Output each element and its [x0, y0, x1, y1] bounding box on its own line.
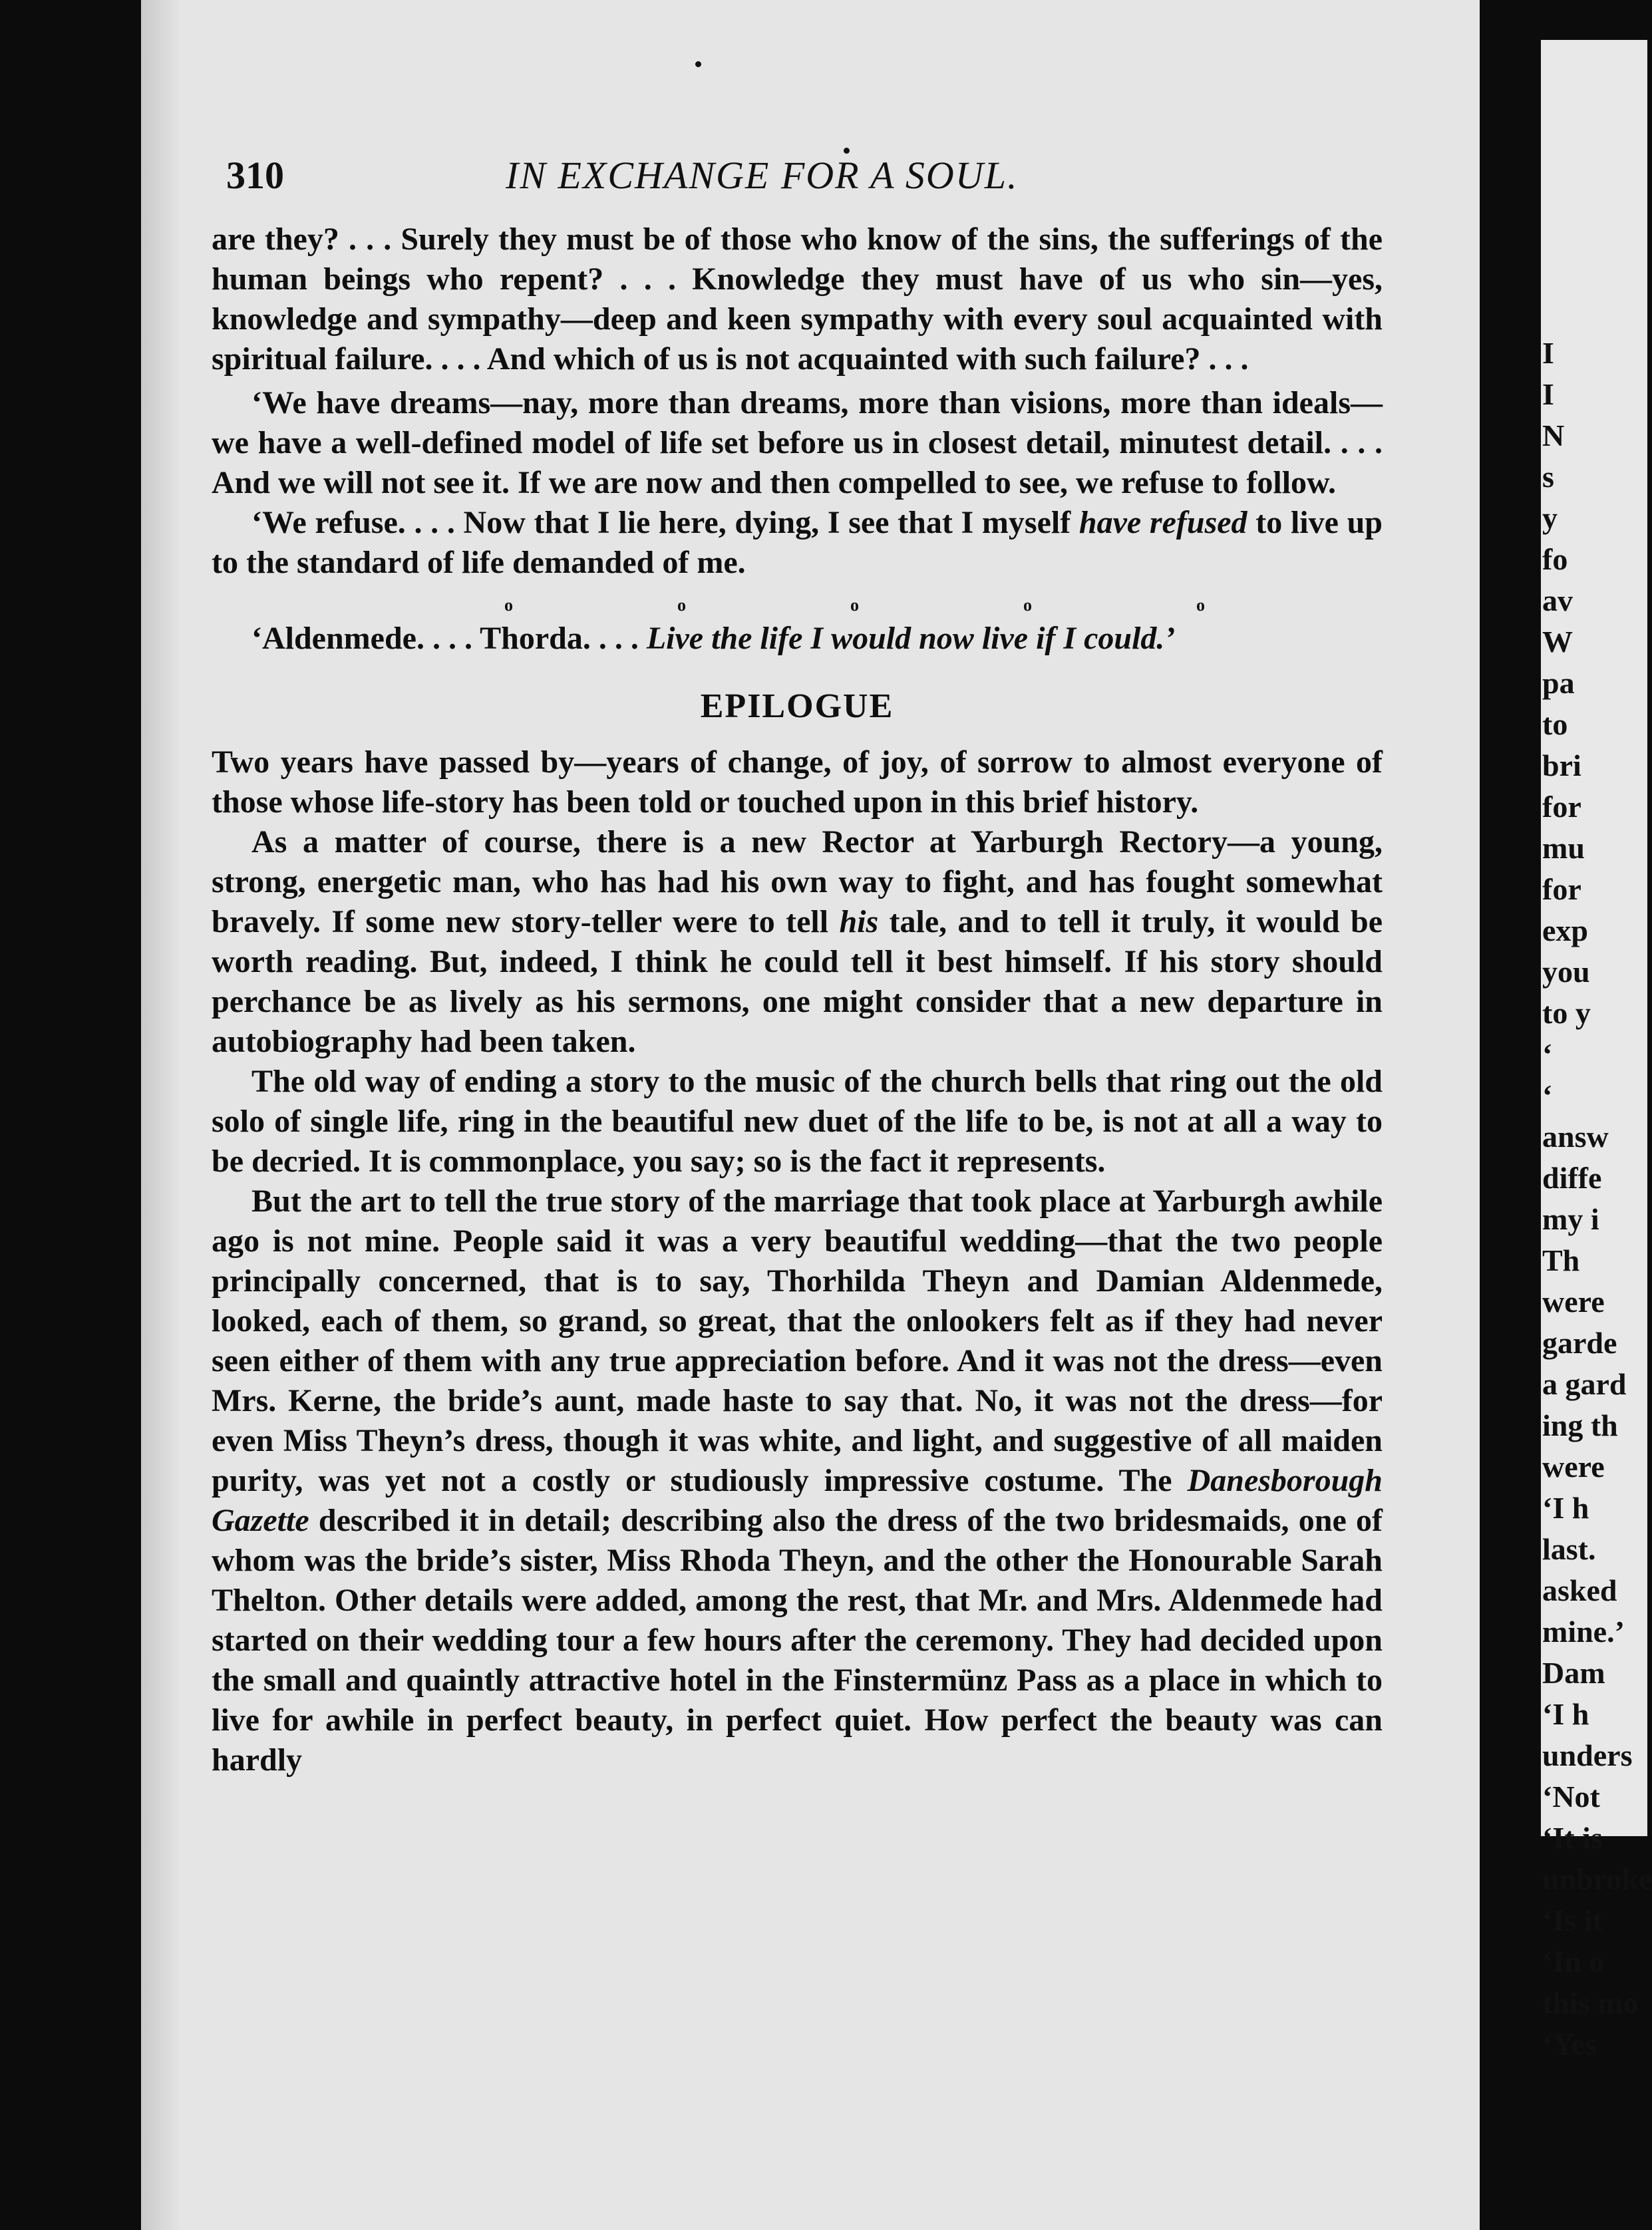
facing-page-line-fragment: exp	[1542, 913, 1588, 947]
facing-page-line-fragment: W	[1542, 625, 1573, 659]
italic-text: Danesborough Gazette	[212, 1463, 1383, 1538]
facing-page-line-fragment: ‘	[1542, 1078, 1553, 1112]
facing-page-line-fragment: asked	[1542, 1573, 1617, 1607]
facing-page-line-fragment: for	[1542, 872, 1581, 906]
ornament-mark: o	[1023, 595, 1032, 615]
paragraph	[212, 619, 1383, 659]
text-run: ‘We refuse. . . . Now that I lie here, dying, I see that I myself	[251, 505, 1079, 540]
text-run: ‘Aldenmede. . . . Thorda. . . .	[251, 621, 647, 656]
ornament-mark: o	[850, 595, 859, 615]
facing-page-line-fragment: unders	[1542, 1738, 1633, 1772]
facing-page-line-fragment: Th	[1542, 1243, 1580, 1277]
page-body	[212, 220, 1383, 1780]
facing-page-line-fragment: to	[1542, 707, 1568, 741]
facing-page-line-fragment: for	[1542, 790, 1581, 824]
facing-page-line-fragment: pa	[1542, 666, 1575, 700]
facing-page-line-fragment: s	[1542, 460, 1554, 494]
paragraph	[212, 503, 1383, 583]
page-number: 310	[226, 154, 284, 197]
facing-page-line-fragment: fo	[1542, 542, 1568, 576]
facing-page-line-fragment: mine.’	[1542, 1615, 1625, 1649]
facing-page-text	[1542, 333, 1652, 2065]
facing-page-line-fragment: ing th	[1542, 1408, 1618, 1442]
paragraph: are they? . . . Surely they must be of those who know of the sins, the sufferings of the human beings who repent? . . . Knowledge they must have of us who sin—yes, knowledge and sympathy—deep and keen sympathy with every soul acquainted with spiritual failure. . . . And which of us is not acquainted with such failure? . . .	[212, 222, 1383, 377]
facing-page-line-fragment: ‘Not	[1542, 1780, 1600, 1814]
facing-page-line-fragment: y	[1542, 501, 1558, 535]
section-ornament	[212, 585, 1383, 615]
paragraph	[212, 1182, 1383, 1780]
facing-page-line-fragment: N	[1542, 418, 1565, 452]
text-run: to live up to the standard of life demanded of me.	[212, 505, 1383, 580]
facing-page-line-fragment: a gard	[1542, 1367, 1627, 1401]
facing-page-line-fragment: ‘Is it	[1542, 1903, 1603, 1937]
facing-page-line-fragment: ‘	[1542, 1037, 1553, 1071]
facing-page-line-fragment: to y	[1542, 996, 1591, 1030]
facing-page-line-fragment: Dam	[1542, 1656, 1605, 1690]
facing-page-line-fragment: my i	[1542, 1202, 1599, 1236]
facing-page-line-fragment: answ	[1542, 1120, 1609, 1154]
text-run: tale, and to tell it truly, it would be worth reading. But, indeed, I think he could tell it best himself. If his story should perchance be as lively as his sermons, one might consider that a new departure in autobiography had been taken.	[212, 904, 1383, 1059]
facing-page-line-fragment: ‘In o	[1542, 1945, 1605, 1979]
facing-page-line-fragment: diffe	[1542, 1161, 1602, 1195]
facing-page-line-fragment: av	[1542, 583, 1573, 617]
facing-page-line-fragment: bri	[1542, 748, 1581, 782]
facing-page-line-fragment: unbroke	[1542, 1862, 1652, 1896]
facing-page-line-fragment: were	[1542, 1285, 1605, 1319]
italic-text: have refused	[1078, 505, 1247, 540]
ink-speck	[695, 61, 701, 67]
facing-page-line-fragment: I	[1542, 377, 1554, 411]
running-head: IN EXCHANGE FOR A SOUL.	[506, 154, 1019, 197]
italic-text: his	[839, 904, 879, 939]
ornament-mark: o	[504, 595, 513, 615]
section-title: EPILOGUE	[700, 687, 894, 725]
facing-page-line-fragment: you	[1542, 955, 1590, 989]
text-run: As a matter of course, there is a new Rector at Yarburgh Rectory—a young, strong, energetic man, who has had his own way to fight, and has fought somewhat bravely. If some new story-teller were to tell	[212, 824, 1383, 939]
facing-page-line-fragment: ‘I h	[1542, 1491, 1589, 1525]
paragraph: ‘We have dreams—nay, more than dreams, more than visions, more than ideals—we have a well-defined model of life set before us in closest detail, minutest detail. . . . And we will not see it. If we are now and then compelled to see, we refuse to follow.	[212, 385, 1383, 500]
paragraph: The old way of ending a story to the music of the church bells that ring out the old solo of single life, ring in the beautiful new duet of the life to be, is not at all a way to be decried. It is commonplace, you say; so is the fact it represents.	[212, 1064, 1383, 1179]
ornament-mark: o	[677, 595, 686, 615]
facing-page-line-fragment: mu	[1542, 831, 1585, 865]
ornament-mark: o	[1196, 595, 1205, 615]
paragraph: Two years have passed by—years of change, of joy, of sorrow to almost everyone of those whose life-story has been told or touched upon in this brief history.	[212, 744, 1383, 820]
facing-page-line-fragment: ‘I h	[1542, 1697, 1589, 1731]
facing-page-line-fragment: were	[1542, 1450, 1605, 1484]
facing-page-line-fragment: garde	[1542, 1326, 1617, 1360]
italic-text: Live the life I would now live if I could.’	[646, 621, 1176, 656]
facing-page-line-fragment: I	[1542, 336, 1554, 370]
text-run: described it in detail; describing also the dress of the two bridesmaids, one of whom was the bride’s sister, Miss Rhoda Theyn, and the other the Honourable Sarah Thelton. Other details were added, among the rest, that Mr. and Mrs. Aldenmede had started on their wedding tour a few hours after the ceremony. They had decided upon the small and quaintly attractive hotel in the Finstermünz Pass as a place in which to live for awhile in perfect beauty, in perfect quiet. How perfect the beauty was can hardly	[212, 1503, 1383, 1778]
facing-page-line-fragment: last.	[1542, 1532, 1596, 1566]
page-header	[226, 153, 1371, 213]
text-run: But the art to tell the true story of the marriage that took place at Yarburgh awhile ago is not mine. People said it was a very beautiful wedding—that the two people principally concerned, that is to say, Thorhilda Theyn and Damian Aldenmede, looked, each of them, so grand, so great, that the onlookers felt as if they had never seen either of them with any true appreciation before. And it was not the dress—even Mrs. Kerne, the bride’s aunt, made haste to say that. No, it was not the dress—for even Miss Theyn’s dress, though it was white, and light, and suggestive of all maiden purity, was yet not a costly or studiously impressive costume. The	[212, 1184, 1383, 1498]
facing-page-line-fragment: this mo	[1542, 1986, 1639, 2020]
facing-page-line-fragment: ‘It is	[1542, 1821, 1603, 1855]
facing-page-line-fragment: ‘Yes	[1542, 2027, 1597, 2061]
paragraph	[212, 822, 1383, 1062]
